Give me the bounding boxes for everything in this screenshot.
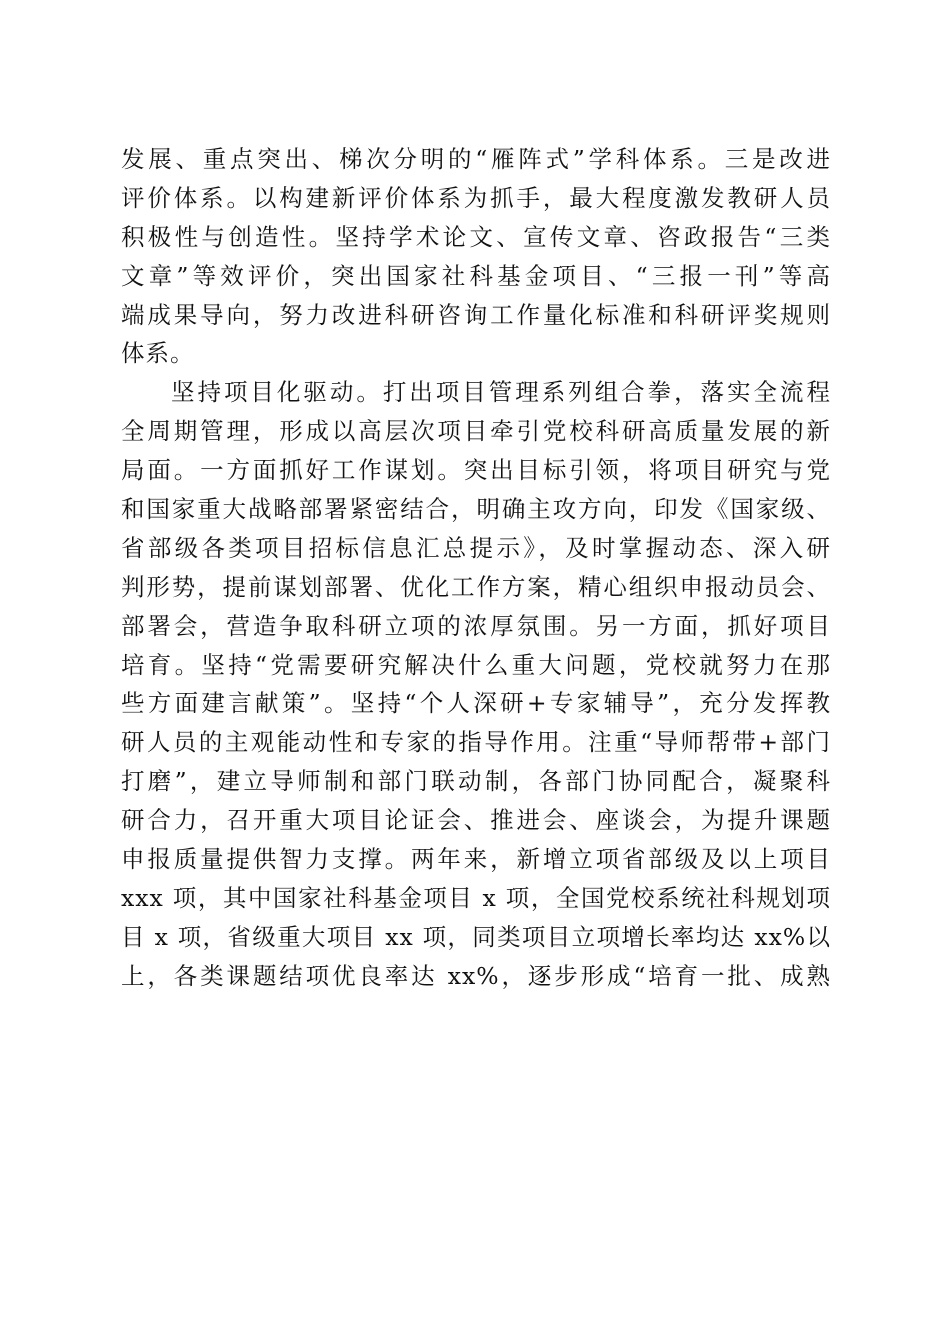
text-line: 体系。 — [121, 339, 195, 368]
text-line: 判形势，提前谋划部署、优化工作方案，精心组织申报动员会、 — [121, 572, 831, 601]
text-line: 端成果导向，努力改进科研咨询工作量化标准和科研评奖规则 — [121, 300, 831, 329]
text-line: 文章”等效评价，突出国家社科基金项目、“三报一刊”等高 — [121, 261, 831, 290]
text-line: 上，各类课题结项优良率达 xx%，逐步形成“培育一批、成熟 — [121, 961, 831, 990]
text-line: 打磨”，建立导师制和部门联动制，各部门协同配合，凝聚科 — [121, 767, 831, 796]
text-line: 些方面建言献策”。坚持“个人深研+专家辅导”，充分发挥教 — [121, 689, 831, 718]
text-line: 和国家重大战略部署紧密结合，明确主攻方向，印发《国家级、 — [121, 495, 831, 524]
paragraph-1 — [121, 140, 831, 373]
text-line: 全周期管理，形成以高层次项目牵引党校科研高质量发展的新 — [121, 417, 831, 446]
text-line: 研合力，召开重大项目论证会、推进会、座谈会，为提升课题 — [121, 806, 831, 835]
text-line: 省部级各类项目招标信息汇总提示》，及时掌握动态、深入研 — [121, 533, 831, 562]
body-text — [121, 140, 831, 996]
text-line: 积极性与创造性。坚持学术论文、宣传文章、咨政报告“三类 — [121, 222, 831, 251]
text-line: 局面。一方面抓好工作谋划。突出目标引领，将项目研究与党 — [121, 456, 831, 485]
text-line: 部署会，营造争取科研立项的浓厚氛围。另一方面，抓好项目 — [121, 611, 831, 640]
paragraph-2 — [121, 373, 831, 995]
text-line: xxx 项，其中国家社科基金项目 x 项，全国党校系统社科规划项 — [121, 883, 831, 912]
text-line: 发展、重点突出、梯次分明的“雁阵式”学科体系。三是改进 — [121, 145, 831, 173]
text-line: 坚持项目化驱动。打出项目管理系列组合拳，落实全流程 — [171, 378, 831, 407]
text-line: 培育。坚持“党需要研究解决什么重大问题，党校就努力在那 — [121, 650, 831, 679]
text-line: 评价体系。以构建新评价体系为抓手，最大程度激发教研人员 — [121, 183, 831, 212]
text-line: 目 x 项，省级重大项目 xx 项，同类项目立项增长率均达 xx%以 — [121, 922, 831, 951]
text-line: 研人员的主观能动性和专家的指导作用。注重“导师帮带+部门 — [121, 728, 831, 757]
text-line: 申报质量提供智力支撑。两年来，新增立项省部级及以上项目 — [121, 845, 831, 874]
